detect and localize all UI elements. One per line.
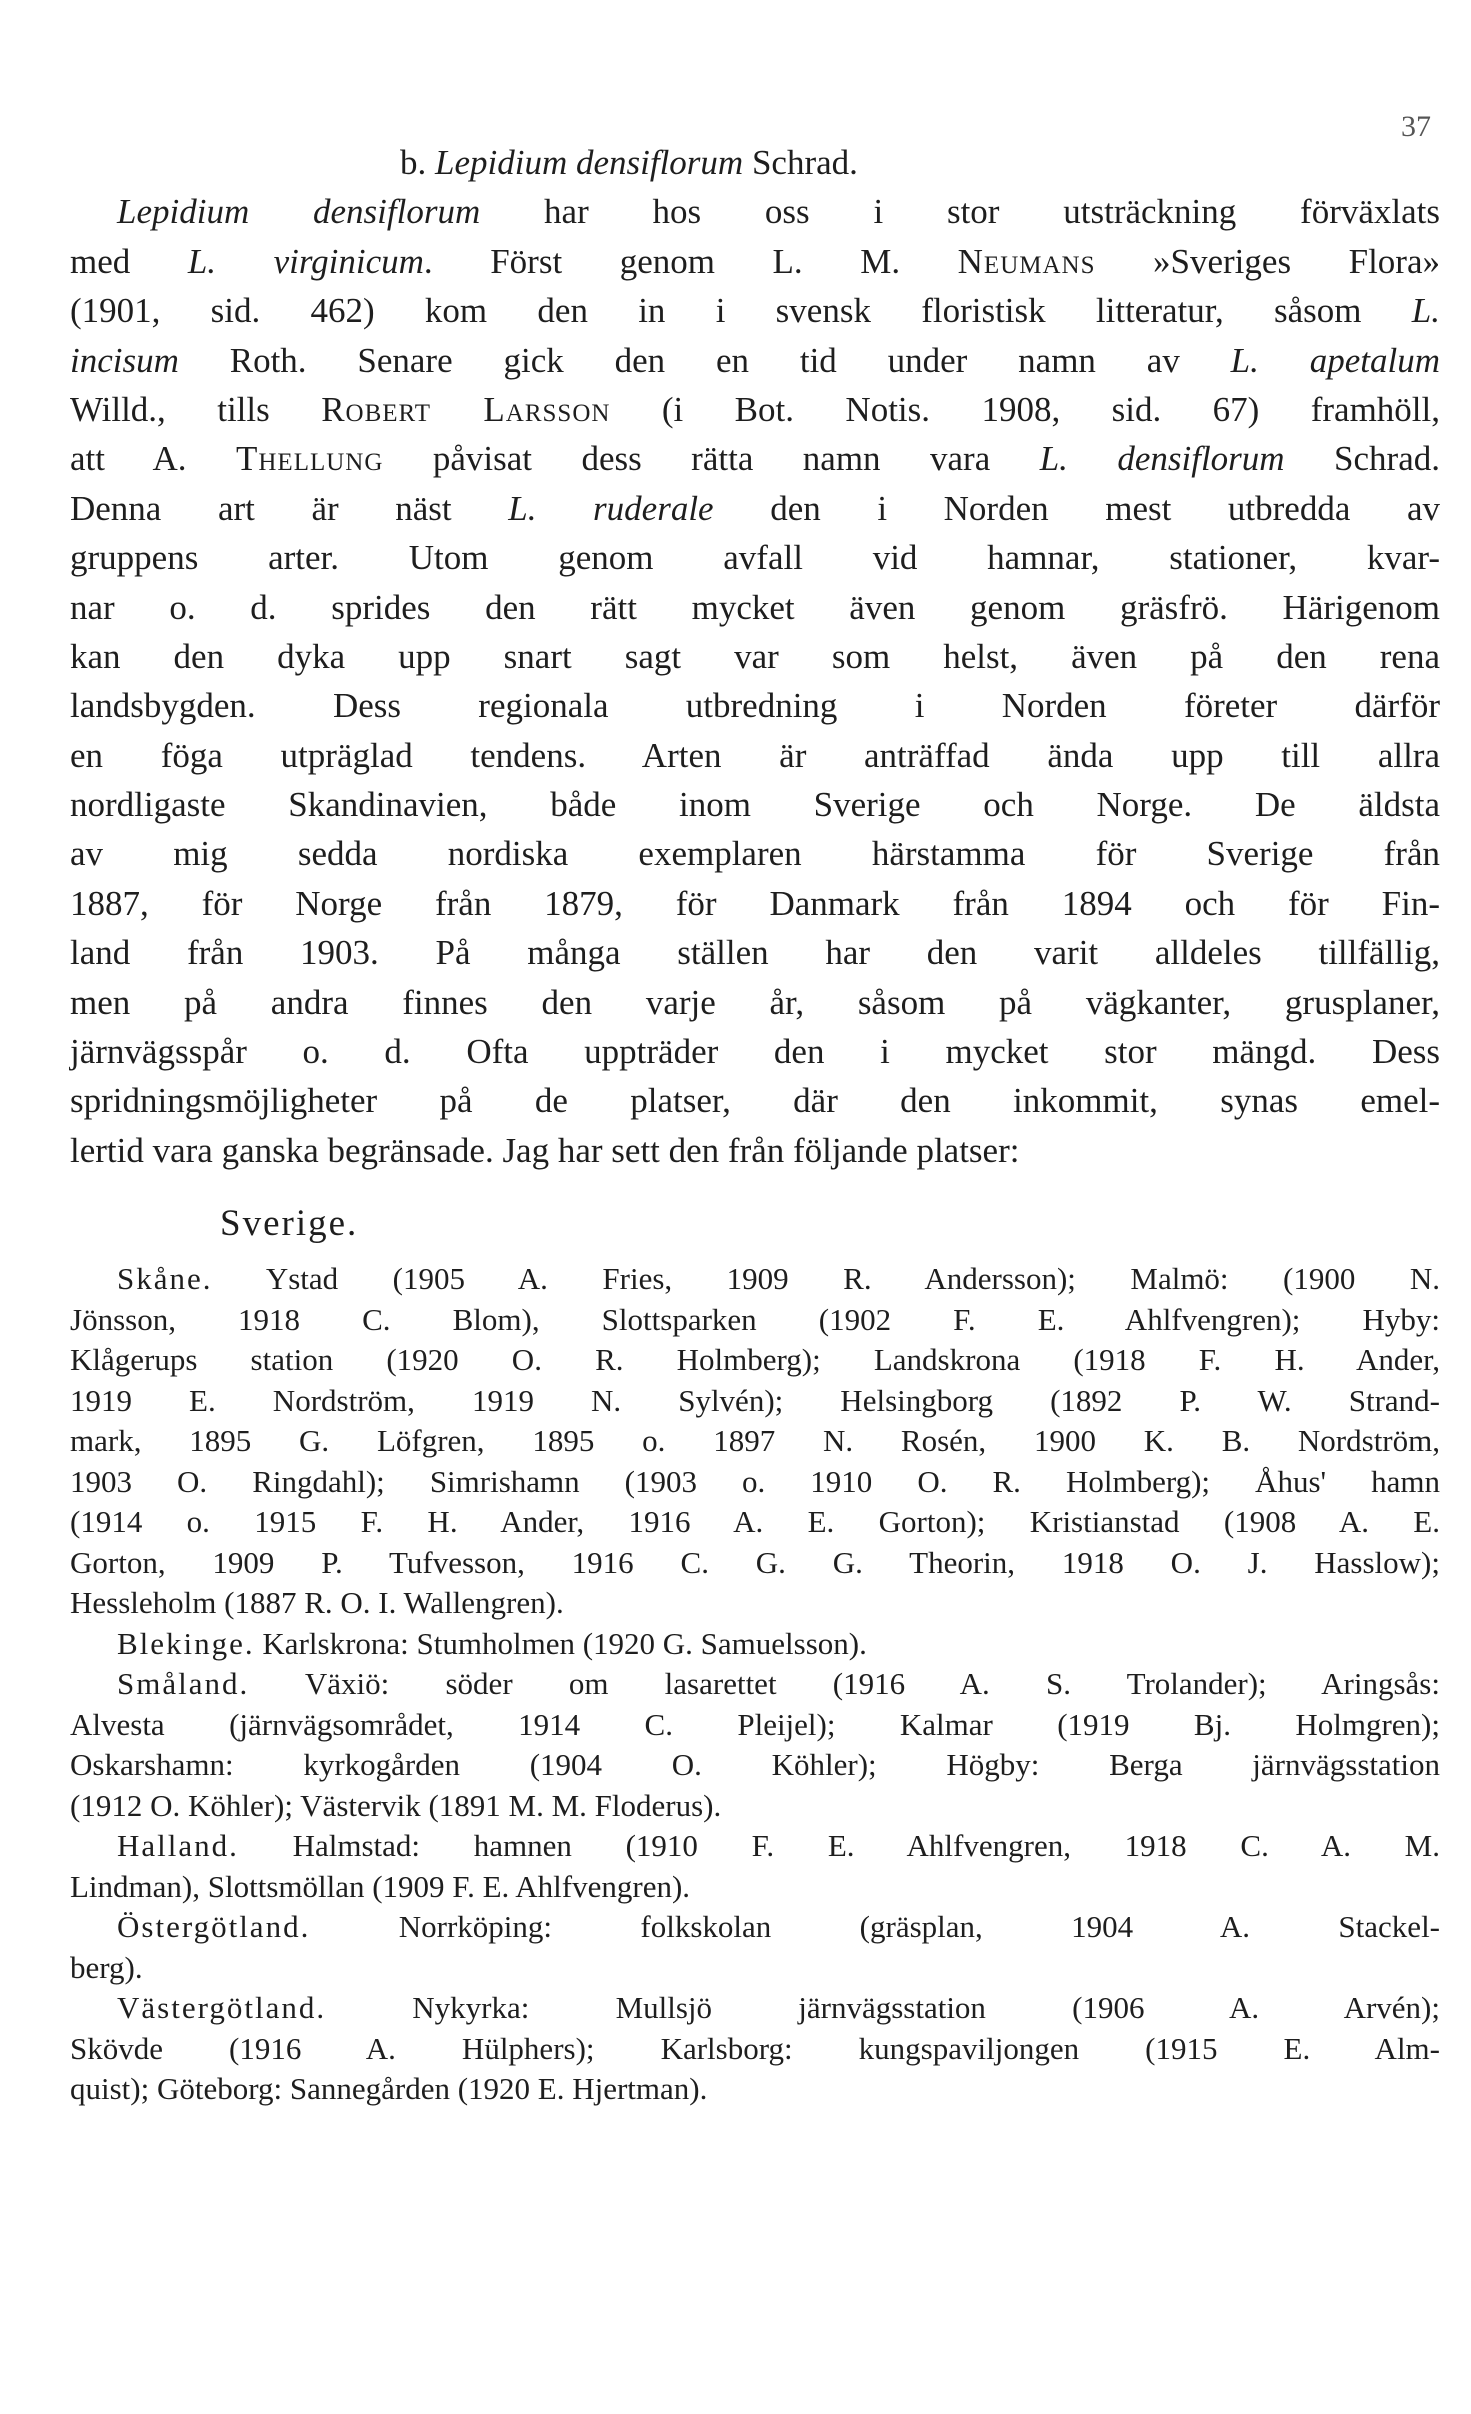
text-segment: L. [1411, 291, 1440, 331]
locality-text: Karlskrona: Stumholmen (1920 G. Samuelsson). [254, 1625, 867, 1661]
text-segment: lertid vara ganska begränsade. Jag har sett den från följande platser: [70, 1130, 1020, 1170]
province-name: Skåne. [117, 1261, 213, 1297]
text-segment: (i Bot. Notis. 1908, sid. 67) framhöll, [610, 389, 1440, 429]
locality-text: Hessleholm (1887 R. O. I. Wallengren). [70, 1585, 564, 1621]
text-segment: järnvägsspår o. d. Ofta uppträder den i mycket stor mängd. Dess [70, 1032, 1440, 1072]
paragraph-line [70, 681, 1440, 730]
province-name: Östergötland. [117, 1909, 311, 1945]
locality-text: Gorton, 1909 P. Tufvesson, 1916 C. G. G. Theorin, 1918 O. J. Hasslow); [70, 1544, 1440, 1580]
paragraph-line [70, 632, 1440, 681]
text-segment: en föga utpräglad tendens. Arten är anträffad ända upp till allra [70, 735, 1440, 775]
text-segment: kan den dyka upp snart sagt var som helst, även på den rena [70, 636, 1440, 676]
page-number: 37 [1401, 110, 1431, 143]
locality-text: Oskarshamn: kyrkogården (1904 O. Köhler); Högby: Berga järnvägsstation [70, 1747, 1440, 1783]
text-segment: men på andra finnes den varje år, såsom på vägkanter, grusplaner, [70, 982, 1440, 1022]
text-segment: med [70, 241, 188, 281]
paragraph-line [70, 1027, 1440, 1076]
locality-line [70, 1502, 1440, 1543]
locality-line [70, 1421, 1440, 1462]
locality-line [70, 1745, 1440, 1786]
locality-line [70, 2029, 1440, 2070]
text-segment: Denna art är näst [70, 488, 509, 528]
text-segment: spridningsmöjligheter på de platser, där den inkommit, synas emel- [70, 1081, 1440, 1121]
paragraph-line [70, 484, 1440, 533]
locality-line [70, 1583, 1440, 1624]
text-segment: Willd., tills [70, 389, 322, 429]
locality-line [70, 2069, 1440, 2110]
text-segment: nar o. d. sprides den rätt mycket även genom gräsfrö. Härigenom [70, 587, 1440, 627]
text-segment: landsbygden. Dess regionala utbredning i Norden företer därför [70, 686, 1440, 726]
paragraph-line [70, 780, 1440, 829]
paragraph-line [70, 583, 1440, 632]
heading-segment: Lepidium densiflorum [435, 143, 744, 182]
main-text [70, 138, 1440, 2110]
paragraph-line [70, 237, 1440, 286]
locality-line [70, 1300, 1440, 1341]
text-segment: den i Norden mest utbredda av [713, 488, 1441, 528]
locality-text: Ystad (1905 A. Fries, 1909 R. Andersson); Malmö: (1900 N. [212, 1261, 1440, 1297]
locality-text: Lindman), Slottsmöllan (1909 F. E. Ahlfvengren). [70, 1868, 691, 1904]
locality-line [70, 1381, 1440, 1422]
text-segment: nordligaste Skandinavien, både inom Sverige och Norge. De äldsta [70, 785, 1440, 825]
province-entry [70, 1259, 1440, 1300]
locality-text: Alvesta (järnvägsområdet, 1914 C. Pleijel); Kalmar (1919 Bj. Holmgren); [70, 1706, 1440, 1742]
paragraph-line [70, 187, 1440, 236]
province-entry [70, 1664, 1440, 1705]
locality-text: Nykyrka: Mullsjö järnvägsstation (1906 A. Arvén); [326, 1990, 1440, 2026]
text-segment: L. virginicum [187, 241, 424, 281]
text-segment: . Först genom L. M. [423, 241, 958, 281]
locality-text: Växiö: söder om lasarettet (1916 A. S. Trolander); Aringsås: [249, 1666, 1440, 1702]
locality-line [70, 1462, 1440, 1503]
text-segment: har hos oss i stor utsträckning förväxlats [480, 192, 1441, 232]
paragraph-line [70, 434, 1440, 483]
text-segment: Lepidium densiflorum [117, 192, 481, 232]
province-name: Blekinge. [117, 1625, 255, 1661]
text-segment: »Sveriges Flora» [1095, 241, 1440, 281]
paragraph-line [70, 928, 1440, 977]
paragraph-line [70, 829, 1440, 878]
locality-line [70, 1543, 1440, 1584]
text-segment: påvisat dess rätta namn vara [383, 439, 1040, 479]
locality-list [70, 1259, 1440, 2110]
locality-text: Halmstad: hamnen (1910 F. E. Ahlfvengren, 1918 C. A. M. [238, 1828, 1440, 1864]
paragraph-line [70, 978, 1440, 1027]
country-heading: Sverige. [220, 1203, 359, 1245]
text-segment: Neumans [957, 241, 1096, 281]
paragraph-line [70, 533, 1440, 582]
section-heading [70, 138, 1440, 187]
text-segment: incisum [70, 340, 179, 380]
locality-line [70, 1948, 1440, 1989]
heading-segment: Schrad. [743, 143, 858, 182]
text-segment: Roth. Senare gick den en tid under namn av [178, 340, 1231, 380]
locality-text: Jönsson, 1918 C. Blom), Slottsparken (1902 F. E. Ahlfvengren); Hyby: [70, 1301, 1440, 1337]
province-entry [70, 1624, 1440, 1665]
text-segment: gruppens arter. Utom genom avfall vid hamnar, stationer, kvar- [70, 538, 1440, 578]
locality-text: Norrköping: folkskolan (gräsplan, 1904 A. Stackel- [310, 1909, 1440, 1945]
province-entry [70, 1907, 1440, 1948]
locality-text: 1919 E. Nordström, 1919 N. Sylvén); Helsingborg (1892 P. W. Strand- [70, 1382, 1440, 1418]
paragraph-line [70, 1076, 1440, 1125]
province-name: Västergötland. [117, 1990, 327, 2026]
locality-text: berg). [70, 1949, 143, 1985]
locality-text: Skövde (1916 A. Hülphers); Karlsborg: kungspaviljongen (1915 E. Alm- [70, 2030, 1440, 2066]
body-paragraph [70, 187, 1440, 1175]
locality-line [70, 1340, 1440, 1381]
locality-line [70, 1786, 1440, 1827]
paragraph-line [70, 1126, 1440, 1175]
heading-segment: b. [400, 143, 435, 182]
province-name: Halland. [117, 1828, 239, 1864]
text-segment: att A. [70, 439, 236, 479]
locality-text: Klågerups station (1920 O. R. Holmberg); Landskrona (1918 F. H. Ander, [70, 1342, 1440, 1378]
locality-text: (1914 o. 1915 F. H. Ander, 1916 A. E. Gorton); Kristianstad (1908 A. E. [70, 1504, 1440, 1540]
paragraph-line [70, 286, 1440, 335]
locality-text: (1912 O. Köhler); Västervik (1891 M. M. Floderus). [70, 1787, 722, 1823]
locality-text: mark, 1895 G. Löfgren, 1895 o. 1897 N. Rosén, 1900 K. B. Nordström, [70, 1423, 1440, 1459]
text-segment: L. ruderale [508, 488, 714, 528]
paragraph-line [70, 879, 1440, 928]
locality-line [70, 1867, 1440, 1908]
locality-line [70, 1705, 1440, 1746]
text-segment: L. densiflorum [1039, 439, 1285, 479]
text-segment: L. apetalum [1230, 340, 1440, 380]
text-segment: 1887, för Norge från 1879, för Danmark från 1894 och för Fin- [70, 883, 1440, 923]
province-entry [70, 1826, 1440, 1867]
text-segment: Thellung [235, 439, 384, 479]
province-name: Småland. [117, 1666, 250, 1702]
locality-text: quist); Göteborg: Sannegården (1920 E. Hjertman). [70, 2071, 708, 2107]
province-entry [70, 1988, 1440, 2029]
text-segment: Robert Larsson [321, 389, 611, 429]
text-segment: land från 1903. På många ställen har den varit alldeles tillfällig, [70, 933, 1440, 973]
text-segment: Schrad. [1284, 439, 1440, 479]
locality-text: 1903 O. Ringdahl); Simrishamn (1903 o. 1910 O. R. Holmberg); Åhus' hamn [70, 1463, 1440, 1499]
text-segment: (1901, sid. 462) kom den in i svensk floristisk litteratur, såsom [70, 291, 1412, 331]
paragraph-line [70, 385, 1440, 434]
paragraph-line [70, 731, 1440, 780]
paragraph-line [70, 336, 1440, 385]
text-segment: av mig sedda nordiska exemplaren härstamma för Sverige från [70, 834, 1440, 874]
